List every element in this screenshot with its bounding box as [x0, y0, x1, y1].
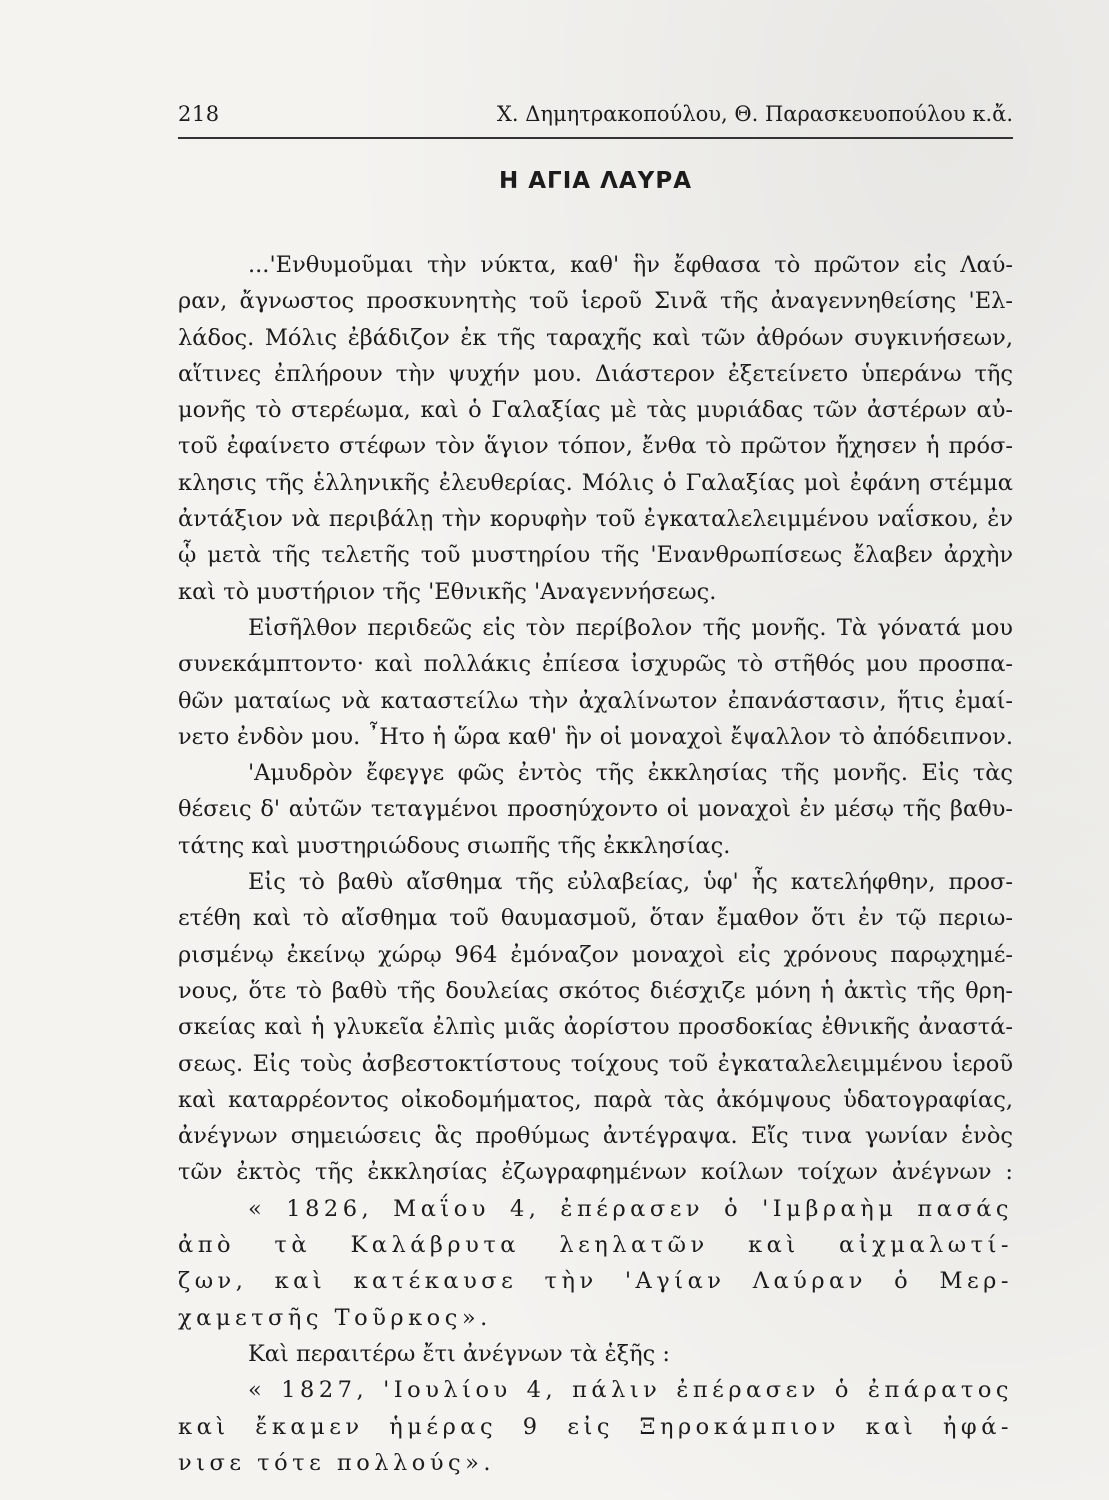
text-line: θῶν ματαίως νὰ καταστείλω τὴν ἀχαλίνωτον ἐπανάστασιν, ἥτις ἐμαί-	[178, 687, 1013, 714]
text-line: τάτης καὶ μυστηριώδους σιωπῆς τῆς ἐκκλησίας.	[178, 832, 731, 859]
inscription-line: χαμετσῆς Τοῦρκος».	[178, 1304, 492, 1331]
text-line: τοῦ ἐφαίνετο στέφων τὸν ἅγιον τόπον, ἔνθα τὸ πρῶτον ἤχησεν ἡ πρόσ-	[178, 433, 1013, 460]
text-line: Εἰσῆλθον περιδεῶς εἰς τὸν περίβολον τῆς μονῆς. Τὰ γόνατά μου	[248, 614, 1013, 641]
page-header	[178, 100, 1013, 136]
text-line: τῶν ἐκτὸς τῆς ἐκκλησίας ἐζωγραφημένων κοίλων τοίχων ἀνέγνων :	[178, 1159, 1013, 1186]
inscription-line: « 1826, Μαΐου 4, ἐπέρασεν ὁ 'Ιμβραὴμ πασάς	[248, 1195, 1013, 1222]
text-line: ἀνέγνων σημειώσεις ἃς προθύμως ἀντέγραψα. Εἴς τινα γωνίαν ἑνὸς	[178, 1123, 1013, 1150]
inscription-line: « 1827, 'Ιουλίου 4, πάλιν ἐπέρασεν ὁ ἐπάρατος	[248, 1377, 1013, 1404]
text-line: ραν, ἄγνωστος προσκυνητὴς τοῦ ἱεροῦ Σινᾶ τῆς ἀναγεννηθείσης 'Ελ-	[178, 288, 1013, 315]
text-line: νους, ὅτε τὸ βαθὺ τῆς δουλείας σκότος διέσχιζε μόνη ἡ ἀκτὶς τῆς θρη-	[178, 977, 1013, 1004]
text-line: αἵτινες ἐπλήρουν τὴν ψυχήν μου. Διάστερον ἐξετείνετο ὑπεράνω τῆς	[178, 360, 1013, 387]
inscription-line: νισε τότε πολλούς».	[178, 1449, 496, 1476]
text-line: ᾧ μετὰ τῆς τελετῆς τοῦ μυστηρίου τῆς 'Ενανθρωπίσεως ἔλαβεν ἀρχὴν	[178, 542, 1013, 569]
text-line: καὶ τὸ μυστήριον τῆς 'Εθνικῆς 'Αναγεννήσεως.	[178, 578, 717, 605]
header-rule	[178, 137, 1013, 139]
text-line: ρισμένῳ ἐκείνῳ χώρῳ 964 ἐμόναζον μοναχοὶ εἰς χρόνους παρῳχημέ-	[178, 941, 1013, 968]
inscription-line: ζων, καὶ κατέκαυσε τὴν 'Αγίαν Λαύραν ὁ Μερ-	[178, 1268, 1013, 1295]
text-line: νετο ἐνδὸν μου. ῏Ητο ἡ ὥρα καθ' ἣν οἱ μοναχοὶ ἔψαλλον τὸ ἀπόδειπνον.	[178, 723, 1013, 750]
text-line: καὶ καταρρέοντος οἰκοδομήματος, παρὰ τὰς ἀκόμψους ὑδατογραφίας,	[178, 1086, 1013, 1113]
text-line: λάδος. Μόλις ἐβάδιζον ἐκ τῆς ταραχῆς καὶ τῶν ἀθρόων συγκινήσεων,	[178, 324, 1013, 351]
running-head: Χ. Δημητρακοπούλου, Θ. Παρασκευοπούλου κ.ἄ.	[496, 102, 1013, 126]
body-text	[178, 247, 1013, 1481]
text-line: σεως. Εἰς τοὺς ἀσβεστοκτίστους τοίχους τοῦ ἐγκαταλελειμμένου ἱεροῦ	[178, 1050, 1013, 1077]
page-number: 218	[178, 102, 220, 126]
text-line: κλησις τῆς ἑλληνικῆς ἐλευθερίας. Μόλις ὁ Γαλαξίας μοὶ ἐφάνη στέμμα	[178, 469, 1013, 496]
inscription-line: καὶ ἔκαμεν ἡμέρας 9 εἰς Ξηροκάμπιον καὶ ἠφά-	[178, 1413, 1013, 1440]
text-line: σκείας καὶ ἡ γλυκεῖα ἐλπὶς μιᾶς ἀορίστου προσδοκίας ἐθνικῆς ἀναστά-	[178, 1014, 1013, 1041]
text-line: 'Αμυδρὸν ἔφεγγε φῶς ἐντὸς τῆς ἐκκλησίας τῆς μονῆς. Εἰς τὰς	[248, 760, 1013, 787]
text-line: συνεκάμπτοντο· καὶ πολλάκις ἐπίεσα ἰσχυρῶς τὸ στῆθός μου προσπα-	[178, 651, 1013, 678]
text-line: Εἰς τὸ βαθὺ αἴσθημα τῆς εὐλαβείας, ὑφ' ἧς κατελήφθην, προσ-	[248, 869, 1013, 896]
text-line: ετέθη καὶ τὸ αἴσθημα τοῦ θαυμασμοῦ, ὅταν ἔμαθον ὅτι ἐν τῷ περιω-	[178, 905, 1013, 932]
text-line: μονῆς τὸ στερέωμα, καὶ ὁ Γαλαξίας μὲ τὰς μυριάδας τῶν ἀστέρων αὐ-	[178, 397, 1013, 424]
text-line: Καὶ περαιτέρω ἔτι ἀνέγνων τὰ ἑξῆς :	[248, 1340, 670, 1367]
section-title: Η ΑΓΙΑ ΛΑΥΡΑ	[499, 168, 692, 194]
text-line: ἀντάξιον νὰ περιβάλῃ τὴν κορυφὴν τοῦ ἐγκαταλελειμμένου ναΐσκου, ἐν	[178, 506, 1013, 533]
text-line: ...'Ενθυμοῦμαι τὴν νύκτα, καθ' ἣν ἔφθασα τὸ πρῶτον εἰς Λαύ-	[248, 252, 1013, 278]
text-line: θέσεις δ' αὐτῶν τεταγμένοι προσηύχοντο οἱ μοναχοὶ ἐν μέσῳ τῆς βαθυ-	[178, 796, 1013, 823]
inscription-line: ἀπὸ τὰ Καλάβρυτα λεηλατῶν καὶ αἰχμαλωτί-	[178, 1232, 1013, 1259]
